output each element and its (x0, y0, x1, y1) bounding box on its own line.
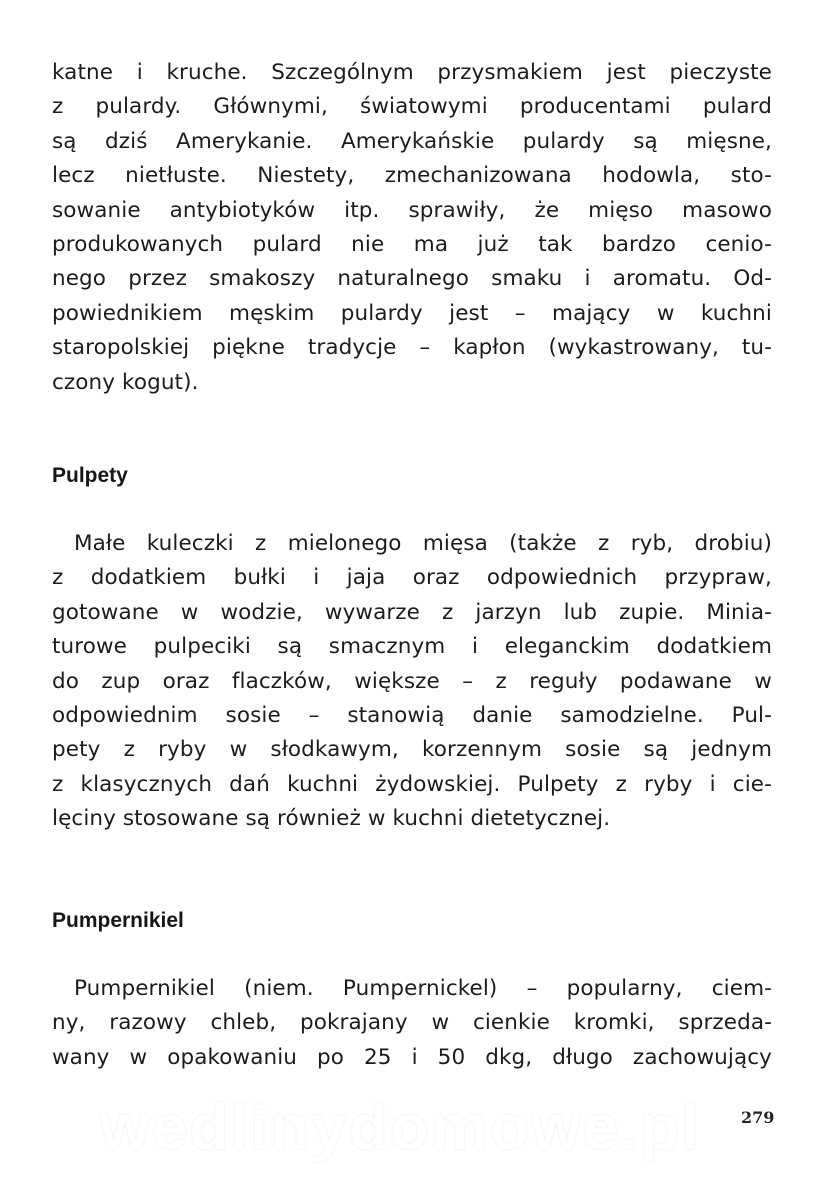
text-line: lecz nietłuste. Niestety, zmechanizowana hodowla, sto- (52, 163, 772, 189)
text-line: do zup oraz flaczków, większe – z reguły podawane w (52, 668, 772, 694)
page-number: 279 (741, 1108, 775, 1127)
text-line: są dziś Amerykanie. Amerykańskie pulardy są mięsne, (52, 128, 772, 154)
section-heading-pumpernikiel: Pumpernikiel (52, 909, 184, 932)
text-line: wany w opakowaniu po 25 i 50 dkg, długo zachowujący (52, 1044, 772, 1070)
text-line: czony kogut). (52, 369, 199, 395)
text-line: odpowiednim sosie – stanowią danie samodzielne. Pul- (52, 702, 772, 728)
watermark-logo: wedlinydomowe.pl (100, 1091, 701, 1163)
text-line: turowe pulpeciki są smacznym i eleganckim dodatkiem (52, 634, 772, 660)
text-line: ny, razowy chleb, pokrajany w cienkie kromki, sprzeda- (52, 1010, 772, 1036)
text-line: sowanie antybiotyków itp. sprawiły, że mięso masowo (52, 197, 772, 223)
pumpernikiel-paragraph (52, 972, 772, 1075)
text-line: z dodatkiem bułki i jaja oraz odpowiednich przypraw, (52, 565, 772, 591)
intro-paragraph (52, 56, 772, 400)
text-line: nego przez smakoszy naturalnego smaku i aromatu. Od- (52, 266, 772, 292)
pulpety-paragraph (52, 527, 772, 837)
text-line: produkowanych pulard nie ma już tak bardzo cenio- (52, 231, 772, 257)
text-line: z klasycznych dań kuchni żydowskiej. Pulpety z ryby i cie- (52, 771, 772, 797)
text-line: katne i kruche. Szczególnym przysmakiem jest pieczyste (52, 60, 772, 85)
text-line: Małe kuleczki z mielonego mięsa (także z ryb, drobiu) (74, 531, 772, 556)
section-heading-pulpety: Pulpety (52, 464, 128, 487)
text-line: pety z ryby w słodkawym, korzennym sosie są jednym (52, 737, 772, 763)
text-line: z pulardy. Głównymi, światowymi producentami pulard (52, 94, 772, 120)
text-line: powiednikiem męskim pulardy jest – mający w kuchni (52, 300, 772, 326)
text-line: staropolskiej piękne tradycje – kapłon (wykastrowany, tu- (52, 335, 772, 361)
text-line: Pumpernikiel (niem. Pumpernickel) – popularny, ciem- (74, 976, 772, 1001)
text-line: lęciny stosowane są również w kuchni dietetycznej. (52, 806, 611, 832)
text-line: gotowane w wodzie, wywarze z jarzyn lub zupie. Minia- (52, 599, 772, 625)
